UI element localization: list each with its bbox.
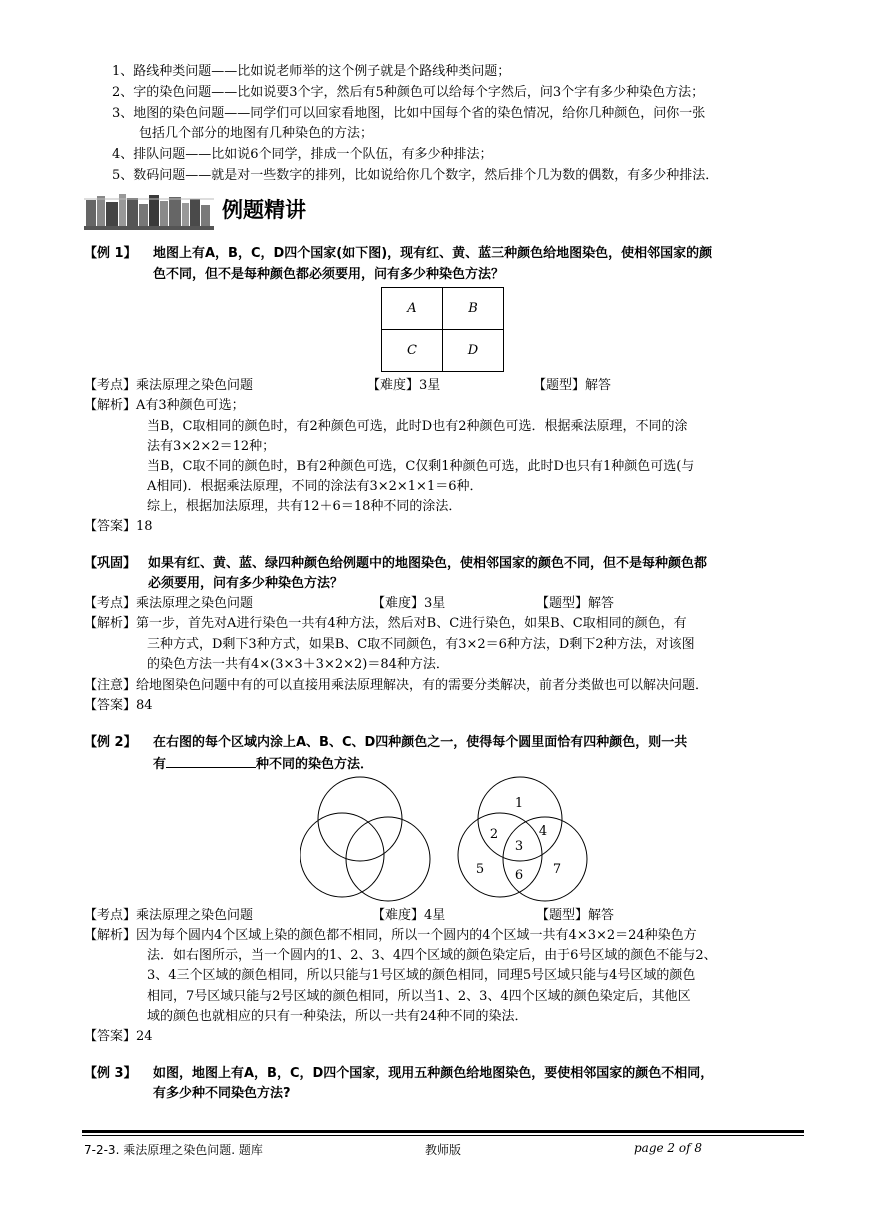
region-5-label: 5: [475, 862, 485, 877]
region-4-label: 4: [538, 824, 548, 839]
ex1-question-line1: 地图上有A，B，C，D四个国家(如下图)，现有红、黄、蓝三种颜色给地图染色，使相邻国家的颜: [153, 246, 713, 261]
ex3-question-line2: 有多少种不同染色方法?: [153, 1086, 291, 1101]
gonggu-note: 【注意】给地图染色问题中有的可以直接用乘法原理解决，有的需要分类解决，前者分类做也可以解决问题．: [84, 678, 709, 693]
ex2-q2-suffix: 种不同的染色方法．: [256, 757, 374, 772]
footer-page-number: page 2 of 8: [634, 1141, 702, 1155]
gonggu-kaodian: 【考点】乘法原理之染色问题: [84, 596, 254, 611]
ex1-nandu: 【难度】3星: [367, 378, 441, 393]
ex2-circles-figure: [300, 775, 610, 905]
books-icon: [84, 192, 214, 230]
gonggu-answer: 【答案】84: [84, 698, 153, 713]
intro-item-3: 3、地图的染色问题——同学们可以回家看地图，比如中国每个省的染色情况，给你几种颜色，问你一张: [112, 106, 706, 121]
ex1-jiexi-4: 当B，C取不同的颜色时，B有2种颜色可选，C仅剩1种颜色可选，此时D也只有1种颜色可选(与: [147, 459, 695, 474]
ex3-tag: 【例 3】: [84, 1066, 137, 1081]
ex1-jiexi-5: A相同)．根据乘法原理，不同的涂法有3×2×1×1＝6种．: [147, 479, 483, 494]
gonggu-question-line2: 必须要用，问有多少种染色方法？: [148, 576, 344, 591]
gonggu-jiexi-1: 【解析】第一步，首先对A进行染色一共有4种方法，然后对B、C进行染色，如果B、C取相同的颜色，有: [84, 616, 687, 631]
ex2-jiexi-1: 【解析】因为每个圆内4个区域上染的颜色都不相同，所以一个圆内的4个区域一共有4×3×2＝24种染色方: [84, 928, 697, 943]
ex2-jiexi-2: 法．如右图所示，当一个圆内的1、2、3、4四个区域的颜色染定后，由于6号区域的颜色不能与2、: [147, 948, 717, 963]
region-2-label: 2: [489, 827, 499, 842]
ex2-nandu: 【难度】4星: [372, 908, 446, 923]
ex2-kaodian: 【考点】乘法原理之染色问题: [84, 908, 254, 923]
ex2-tag: 【例 2】: [84, 735, 137, 750]
ex2-tixing: 【题型】解答: [536, 908, 615, 923]
left-circle-left: [300, 813, 384, 897]
ex2-question-line1: 在右图的每个区域内涂上A、B、C、D四种颜色之一，使得每个圆里面恰有四种颜色，则一共: [153, 735, 688, 750]
left-circle-right: [346, 817, 430, 901]
ex2-jiexi-5: 域的颜色也就相应的只有一种染法，所以一共有24种不同的染法．: [147, 1009, 528, 1024]
ex2-question-line2: [153, 755, 373, 773]
ex1-map-grid: [381, 287, 505, 371]
gonggu-jiexi-3: 的染色方法一共有4×(3×3＋3×2×2)＝84种方法．: [147, 657, 449, 672]
intro-item-4: 4、排队问题——比如说6个同学，排成一个队伍，有多少种排法；: [112, 147, 493, 162]
ex1-jiexi-1: 【解析】A有3种颜色可选；: [84, 398, 245, 413]
region-7-label: 7: [552, 862, 562, 877]
gonggu-tag: 【巩固】: [84, 556, 137, 571]
intro-item-1: 1、路线种类问题——比如说老师举的这个例子就是个路线种类问题；: [112, 64, 511, 79]
footer-rule-thin: [82, 1135, 804, 1136]
footer-rule-thick: [82, 1130, 804, 1133]
gonggu-jiexi-2: 三种方式，D剩下3种方式，如果B、C取不同颜色，有3×2＝6种方法，D剩下2种方法，对该图: [147, 637, 695, 652]
right-circle-left: [458, 813, 542, 897]
ex1-jiexi-2: 当B，C取相同的颜色时，有2种颜色可选，此时D也有2种颜色可选．根据乘法原理，不同的涂: [147, 419, 688, 434]
grid-cell-b: B: [442, 287, 504, 330]
ex1-jiexi-6: 综上，根据加法原理，共有12＋6＝18种不同的涂法．: [147, 499, 462, 514]
ex1-question-line2: 色不同，但不是每种颜色都必须要用，问有多少种染色方法？: [153, 267, 505, 282]
gonggu-nandu: 【难度】3星: [372, 596, 446, 611]
ex1-kaodian: 【考点】乘法原理之染色问题: [84, 378, 254, 393]
ex1-jiexi-3: 法有3×2×2＝12种；: [147, 439, 276, 454]
ex1-tag: 【例 1】: [84, 246, 137, 261]
answer-blank: [166, 755, 256, 768]
ex2-q2-prefix: 有: [153, 757, 167, 772]
gonggu-tixing: 【题型】解答: [536, 596, 615, 611]
ex3-question-line1: 如图，地图上有A，B，C，D四个国家，现用五种颜色给地图染色，要使相邻国家的颜色不相同，: [153, 1066, 714, 1081]
left-circle-top: [318, 777, 402, 861]
intro-item-2: 2、字的染色问题——比如说要3个字，然后有5种颜色可以给每个字然后，问3个字有多少种染色方法；: [112, 85, 705, 100]
ex2-jiexi-4: 相同，7号区域只能与2号区域的颜色相同，所以当1、2、3、4四个区域的颜色染定后，其他区: [147, 989, 691, 1004]
ex2-jiexi-3: 3、4三个区域的颜色相同，所以只能与1号区域的颜色相同，同理5号区域只能与4号区域的颜色: [147, 968, 696, 983]
ex1-tixing: 【题型】解答: [533, 378, 612, 393]
grid-cell-d: D: [442, 329, 504, 372]
gonggu-question-line1: 如果有红、黄、蓝、绿四种颜色给例题中的地图染色，使相邻国家的颜色不同，但不是每种颜色都: [148, 556, 708, 571]
intro-item-5: 5、数码问题——就是对一些数字的排列，比如说给你几个数字，然后排个几为数的偶数，有多少种排法．: [112, 168, 719, 183]
footer-left: 7-2-3. 乘法原理之染色问题. 题库: [84, 1143, 263, 1157]
region-3-label: 3: [514, 839, 524, 854]
ex2-answer: 【答案】24: [84, 1029, 153, 1044]
region-6-label: 6: [514, 868, 524, 883]
region-1-label: 1: [514, 796, 524, 811]
grid-cell-a: A: [381, 287, 443, 330]
intro-item-3-cont: 包括几个部分的地图有几种染色的方法；: [139, 126, 374, 141]
section-title: 例题精讲: [222, 198, 306, 222]
ex1-answer: 【答案】18: [84, 519, 153, 534]
footer-center: 教师版: [425, 1143, 462, 1157]
grid-cell-c: C: [381, 329, 443, 372]
